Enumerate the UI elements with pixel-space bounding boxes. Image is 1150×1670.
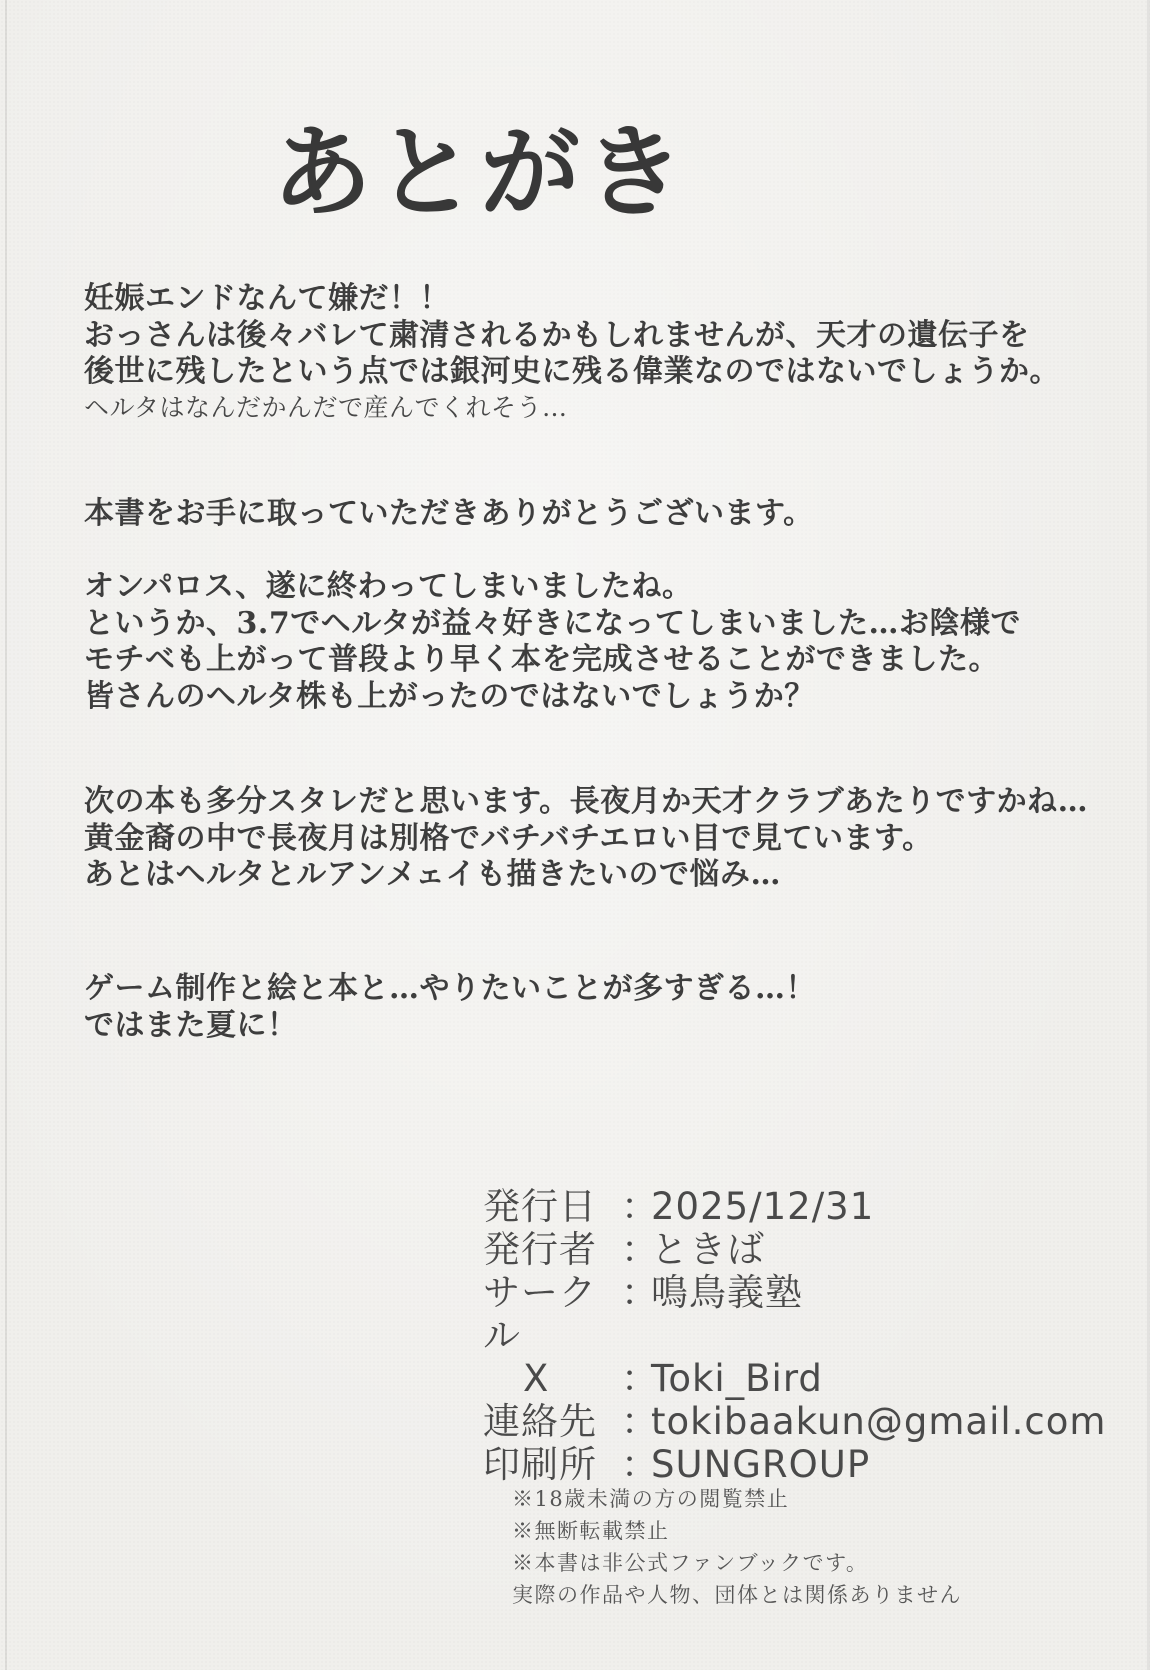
afterword-line: おっさんは後々バレて粛清されるかもしれませんが、天才の遺伝子を <box>84 317 1030 353</box>
colophon-row-circle <box>483 1271 1106 1357</box>
colophon-row-contact <box>483 1400 1106 1443</box>
afterword-line: オンパロス、遂に終わってしまいましたね。 <box>84 569 693 604</box>
colophon-value: tokibaakun@gmail.com <box>651 1400 1107 1443</box>
paragraph-pregnancy-end <box>84 281 1060 391</box>
colophon-value: 2025/12/31 <box>651 1185 875 1228</box>
colophon-value: 鳴鳥義塾 <box>651 1271 803 1314</box>
colophon-row-x-account <box>483 1357 1106 1400</box>
disclaimer-line: ※18歳未満の方の閲覧禁止 <box>512 1487 790 1511</box>
afterword-line: 妊娠エンドなんて嫌だ！！ <box>84 281 450 316</box>
colophon-label: 発行者 <box>483 1228 597 1271</box>
colophon-row-printer <box>483 1443 1106 1486</box>
paragraph-closing <box>84 970 816 1044</box>
page-title: あとがき <box>272 114 688 231</box>
afterword-line: というか、3.7でヘルタが益々好きになってしまいました…お陰様で <box>84 605 1021 641</box>
disclaimer-line: ※本書は非公式ファンブックです。 <box>512 1551 869 1575</box>
colophon-separator: ： <box>621 1443 659 1486</box>
colophon-row-publish-date <box>483 1185 1106 1228</box>
afterword-line: モチベも上がって普段より早く本を完成させることができました。 <box>84 642 999 677</box>
afterword-line: あとはヘルタとルアンメェイも描きたいので悩み… <box>84 857 781 892</box>
afterword-line: ではまた夏に！ <box>84 1008 298 1043</box>
afterword-line: 後世に残したという点では銀河史に残る偉業なのではないでしょうか。 <box>84 354 1060 389</box>
colophon-separator: ： <box>621 1228 659 1271</box>
colophon-label: 発行日 <box>483 1185 597 1228</box>
colophon <box>483 1185 1106 1486</box>
colophon-separator: ： <box>621 1185 659 1228</box>
afterword-note-line: ヘルタはなんだかんだで産んでくれそう… <box>84 393 568 422</box>
colophon-row-publisher <box>483 1228 1106 1271</box>
paragraph-next-book <box>84 784 1088 894</box>
paragraph-side-note <box>84 393 568 423</box>
disclaimer-notes <box>512 1483 962 1611</box>
colophon-label: サークル <box>483 1271 597 1357</box>
colophon-value: Toki_Bird <box>651 1357 823 1400</box>
colophon-separator: ： <box>621 1271 659 1314</box>
afterword-line: 皆さんのヘルタ株も上がったのではないでしょうか？ <box>84 678 815 714</box>
colophon-value: SUNGROUP <box>651 1443 871 1486</box>
colophon-label: 連絡先 <box>483 1400 597 1443</box>
disclaimer-line: ※無断転載禁止 <box>512 1519 670 1543</box>
colophon-label: 印刷所 <box>483 1443 597 1486</box>
afterword-line: 黄金裔の中で長夜月は別格でバチバチエロい目で見ています。 <box>84 820 933 856</box>
afterword-line: 次の本も多分スタレだと思います。長夜月か天才クラブあたりですかね… <box>84 784 1089 819</box>
colophon-separator: ： <box>621 1400 659 1443</box>
colophon-value: ときば <box>651 1228 765 1271</box>
disclaimer-line: 実際の作品や人物、団体とは関係ありません <box>512 1583 962 1607</box>
colophon-label: X <box>523 1357 550 1400</box>
afterword-line: ゲーム制作と絵と本と…やりたいことが多すぎる…！ <box>84 971 816 1006</box>
paragraph-thanks <box>84 496 814 533</box>
colophon-separator: ： <box>621 1357 659 1400</box>
scan-edge-line <box>5 0 7 1670</box>
paragraph-amphoreus <box>84 569 1021 715</box>
afterword-line: 本書をお手に取っていただきありがとうございます。 <box>84 496 814 531</box>
